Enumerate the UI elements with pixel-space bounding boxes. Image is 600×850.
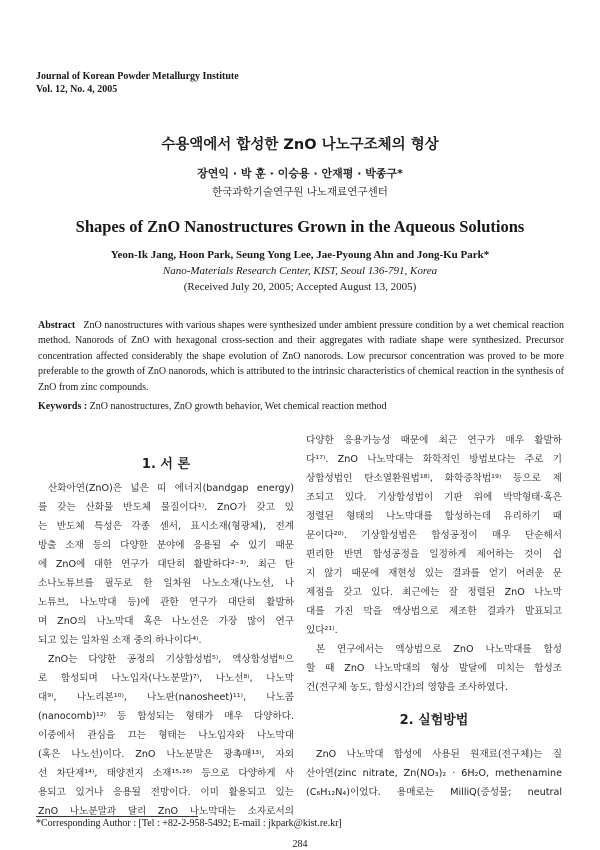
authors-english: Yeon-Ik Jang, Hoon Park, Seung Yong Lee, Jae-Pyoung Ahn and Jong-Ku Park* [110, 249, 490, 261]
section-heading-methods: 2. 실험방법 [399, 713, 469, 728]
text-line: 로 합성되며 나노입자(나노분말)⁷⁾, 나노선⁸⁾, 나노막 [38, 673, 294, 684]
text-line: (C₆H₁₂N₄)이었다. 용매로는 MilliQ(증성물; neutral [306, 787, 562, 798]
footnote-rule [36, 816, 198, 817]
text-line: 되고 있는 일차원 소재 중의 하나이다⁴⁾. [38, 635, 202, 646]
text-line: 조되고 있다. 기상합성법이 기판 위에 박막형태·혹은 [306, 492, 562, 503]
text-line: 다양한 응용가능성 때문에 최근 연구가 매우 활발하 [306, 435, 562, 446]
text-line: 산아연(zinc nitrate, Zn(NO₃)₂ · 6H₂O, methenamine [306, 768, 562, 779]
text-line: 상합성법인 탄소열환원법¹⁸⁾, 화학증착법¹⁹⁾ 등으로 제 [306, 473, 562, 484]
footnote: *Corresponding Author : [Tel : +82-2-958-5492; E-mail : jkpark@kist.re.kr] [36, 818, 342, 829]
text-line: 본 연구에서는 액상법으로 ZnO 나노막대를 합성 [316, 644, 562, 655]
text-line: 에 ZnO에 대한 연구가 대단히 활발하다²⁻³⁾. 최근 탄 [38, 559, 294, 570]
text-line: 다¹⁷⁾. ZnO 나노막대는 화학적인 방법보다는 주로 기 [306, 454, 562, 465]
text-line: 소나노튜브를 필두로 한 일차원 나노소재(나노선, 나 [38, 578, 294, 589]
text-line: 를 갖는 산화물 반도체 물질이다¹⁾. ZnO가 갖고 있 [38, 502, 294, 513]
keywords-label: Keywords : [38, 401, 88, 412]
right-column [306, 431, 562, 802]
received-date: (Received July 20, 2005; Accepted August 13, 2005) [183, 281, 417, 293]
text-line: 방출 소재 등의 다양한 분야에 응용될 수 있기 때문 [38, 540, 294, 551]
text-line: 문이다²⁰⁾. 기상합성법은 합성공정이 매우 단순해서 [306, 530, 562, 541]
keywords [38, 401, 564, 412]
text-line: 지 않기 때문에 재현성 있는 결과를 얻기 어려운 문 [306, 568, 562, 579]
title-korean: 수용액에서 합성한 ZnO 나노구조체의 형상 [161, 137, 439, 153]
text-line: (혹은 나노선)이다. ZnO 나노분말은 광촉매¹³⁾, 자외 [38, 749, 294, 760]
text-line: 는 반도체 특성은 각종 센서, 표시소재(형광체), 전계 [38, 521, 294, 532]
authors-korean: 장연익 · 박 훈 · 이승용 · 안재평 · 박종구* [197, 167, 403, 180]
section-heading-introduction: 1. 서 론 [141, 457, 191, 472]
abstract [38, 318, 564, 395]
text-line: 건(전구체 농도, 합성시간)의 영향을 조사하였다. [306, 682, 508, 693]
text-line: (nanocomb)¹²⁾ 등 합성되는 형태가 매우 다양하다. [38, 711, 294, 722]
abstract-label: Abstract [38, 320, 76, 331]
text-line: 선 차단제¹⁴⁾, 태양전지 소재¹⁵·¹⁶⁾ 등으로 다양하게 사 [38, 768, 294, 779]
title-english: Shapes of ZnO Nanostructures Grown in the Aqueous Solutions [75, 217, 525, 236]
keywords-text: ZnO nanostructures, ZnO growth behavior, Wet chemical reaction method [89, 401, 387, 412]
page-number: 284 [292, 839, 308, 850]
text-line: 대를 가진 막을 액상법으로 제조한 결과가 발표되고 [306, 606, 562, 617]
affiliation-english: Nano-Materials Research Center, KIST, Seoul 136-791, Korea [162, 265, 438, 277]
left-column [38, 451, 294, 821]
text-line: 이중에서 관심을 끄는 형태는 나노입자와 나노막대 [38, 730, 294, 741]
text-line: 며 ZnO의 나노막대 혹은 나노선은 가장 많이 연구 [38, 616, 294, 627]
text-line: 제점을 갖고 있다. 최근에는 잘 정렬된 ZnO 나노막 [306, 587, 562, 598]
affiliation-korean: 한국과학기술연구원 나노재료연구센터 [212, 186, 388, 198]
journal-volume: Vol. 12, No. 4, 2005 [36, 84, 118, 95]
text-line: 정렬된 형태의 나노막대를 합성하는데 유리하기 때 [306, 511, 562, 522]
text-line: 편리한 반면 합성공정을 일정하게 제어하는 것이 쉽 [306, 549, 562, 560]
journal-header [36, 70, 239, 96]
text-line: ZnO 나노막대 합성에 사용된 원재료(전구체)는 질 [316, 749, 562, 760]
abstract-text: ZnO nanostructures with various shapes were synthesized under ambient pressure condition by a wet chemical reaction method. Nanorods of ZnO with hexagonal cross-section and their aggregates with radiate shape were synthesized. Precursor concentration affected considerably the shape evolution of ZnO nanorods. Low precursor concentration was proved to be more preferable to the growth of ZnO nanorods, which is attributed to the intrinsic characteristics of chemical reaction in the synthesis of ZnO from zinc compounds. [38, 320, 564, 393]
text-line: 있다²¹⁾. [306, 625, 338, 636]
text-line: ZnO는 다양한 공정의 기상합성법⁵⁾, 액상합성법⁶⁾으 [48, 654, 294, 665]
text-line: 산화아연(ZnO)은 넓은 띠 에너지(bandgap energy) [48, 483, 294, 494]
journal-name: Journal of Korean Powder Metallurgy Institute [36, 71, 239, 82]
text-line: ZnO 나노분말과 달리 ZnO 나노막대는 소자로서의 [38, 806, 294, 817]
text-line: 할 때 ZnO 나노막대의 형상 발달에 미치는 합성조 [306, 663, 562, 674]
text-line: 노튜브, 나노막대 등)에 관한 연구가 대단히 활발하 [38, 597, 294, 608]
text-line: 용되고 있거나 응용될 전망이다. 이미 활용되고 있는 [38, 787, 294, 798]
text-line: 대⁹⁾, 나노리본¹⁰⁾, 나노판(nanosheet)¹¹⁾, 나노콤 [38, 692, 294, 703]
